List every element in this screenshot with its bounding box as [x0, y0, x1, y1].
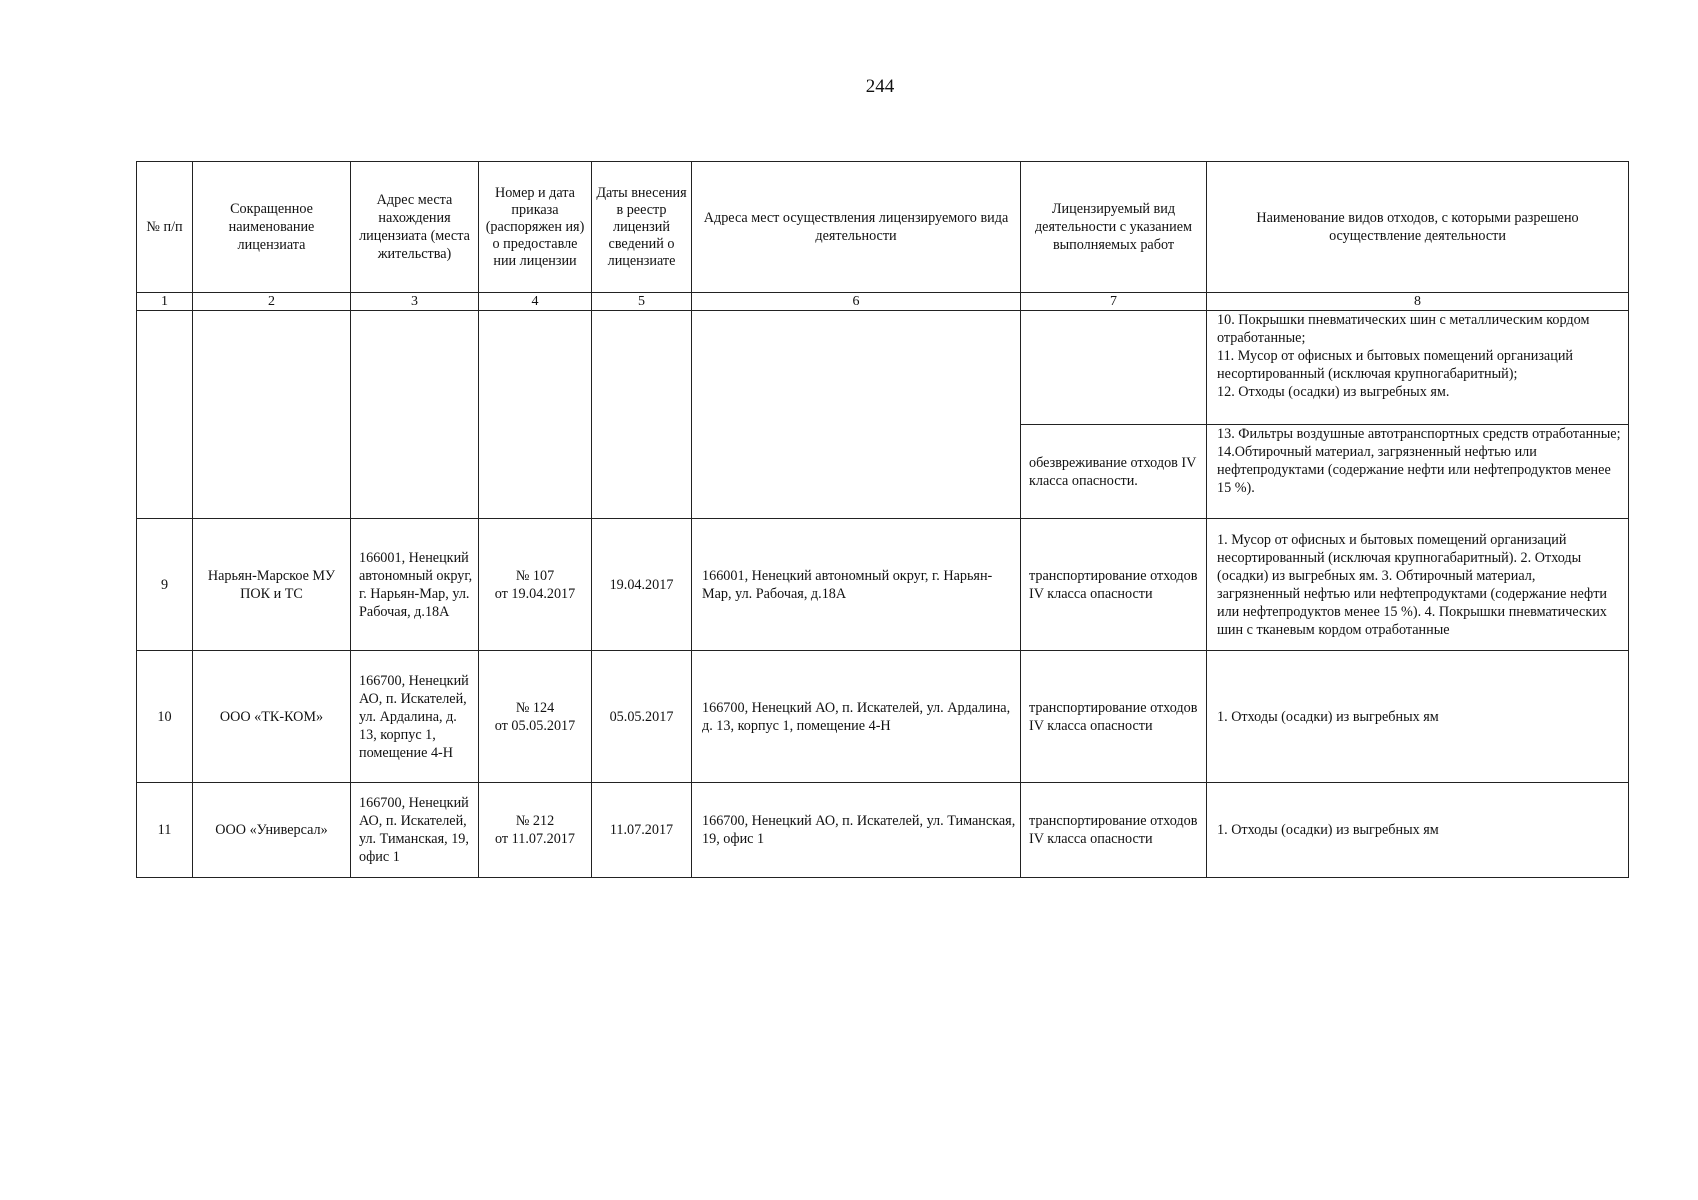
- licensee-name: ООО «ТК-КОМ»: [193, 651, 351, 783]
- empty-cell: [692, 311, 1021, 519]
- waste-list-continued: 10. Покрышки пневматических шин с металлическим кордом отработанные; 11. Мусор от офисных и бытовых помещений организаций несортированный (исключая крупногабаритный); 12. Отходы (осадки) из выгребных ям.: [1207, 311, 1629, 425]
- row-number: 10: [137, 651, 193, 783]
- header-licensee-address: Адрес места нахождения лицензиата (места жительства): [351, 162, 479, 293]
- activity-type: транспортирование отходов IV класса опасности: [1021, 519, 1207, 651]
- table-row: [137, 519, 1629, 651]
- header-activity-locations: Адреса мест осуществления лицензируемого вида деятельности: [692, 162, 1021, 293]
- order-number: № 212: [515, 813, 555, 829]
- empty-cell: [1021, 311, 1207, 425]
- column-number-row: [137, 293, 1629, 311]
- activity-neutralization: обезвреживание отходов IV класса опасности.: [1021, 425, 1207, 519]
- empty-cell: [193, 311, 351, 519]
- activity-type: транспортирование отходов IV класса опасности: [1021, 783, 1207, 878]
- column-number: 3: [351, 293, 479, 311]
- row-number: 11: [137, 783, 193, 878]
- table-row: [137, 783, 1629, 878]
- column-number: 8: [1207, 293, 1629, 311]
- empty-cell: [351, 311, 479, 519]
- order-date: от 11.07.2017: [495, 831, 575, 847]
- empty-cell: [592, 311, 692, 519]
- waste-types: 1. Отходы (осадки) из выгребных ям: [1207, 783, 1629, 878]
- licensee-address: 166700, Ненецкий АО, п. Искателей, ул. Ардалина, д. 13, корпус 1, помещение 4-Н: [351, 651, 479, 783]
- column-number: 4: [479, 293, 592, 311]
- order-cell: [479, 519, 592, 651]
- activity-locations: 166700, Ненецкий АО, п. Искателей, ул. Ардалина, д. 13, корпус 1, помещение 4-Н: [692, 651, 1021, 783]
- registry-date: 05.05.2017: [592, 651, 692, 783]
- continuation-row: [137, 311, 1629, 425]
- order-number: № 107: [515, 567, 555, 584]
- waste-types: 1. Отходы (осадки) из выгребных ям: [1207, 651, 1629, 783]
- activity-type: транспортирование отходов IV класса опасности: [1021, 651, 1207, 783]
- header-waste-types: Наименование видов отходов, с которыми разрешено осуществление деятельности: [1207, 162, 1629, 293]
- column-number: 1: [137, 293, 193, 311]
- header-order: Номер и дата приказа (распоряжен ия) о предоставле нии лицензии: [479, 162, 592, 293]
- registry-date: 11.07.2017: [592, 783, 692, 878]
- activity-locations: 166001, Ненецкий автономный округ, г. Нарьян-Мар, ул. Рабочая, д.18А: [692, 519, 1021, 651]
- waste-types: 1. Мусор от офисных и бытовых помещений организаций несортированный (исключая крупногабаритный). 2. Отходы (осадки) из выгребных ям. 3. Обтирочный материал, загрязненный нефтью или нефтепродуктами (содержание нефти или нефтепродуктов менее 15 %). 4. Покрышки пневматических шин с тканевым кордом отработанные: [1207, 519, 1629, 651]
- licensee-name: ООО «Универсал»: [193, 783, 351, 878]
- column-number: 2: [193, 293, 351, 311]
- header-number: № п/п: [137, 162, 193, 293]
- waste-list-neutralization: 13. Фильтры воздушные автотранспортных средств отработанные; 14.Обтирочный материал, загрязненный нефтью или нефтепродуктами (содержание нефти или нефтепродуктов менее 15 %).: [1207, 425, 1629, 519]
- registry-date: 19.04.2017: [592, 519, 692, 651]
- page-number: 244: [865, 76, 895, 97]
- column-number: 7: [1021, 293, 1207, 311]
- license-register-table: [136, 161, 1629, 878]
- row-number: 9: [137, 519, 193, 651]
- header-licensee-name: Сокращенное наименование лицензиата: [193, 162, 351, 293]
- header-registry-date: Даты внесения в реестр лицензий сведений о лицензиате: [592, 162, 692, 293]
- licensee-address: 166700, Ненецкий АО, п. Искателей, ул. Тиманская, 19, офис 1: [351, 783, 479, 878]
- order-date: от 05.05.2017: [494, 717, 576, 734]
- column-number: 5: [592, 293, 692, 311]
- column-number: 6: [692, 293, 1021, 311]
- order-cell: [479, 651, 592, 783]
- empty-cell: [137, 311, 193, 519]
- order-number: № 124: [515, 699, 555, 716]
- header-row: [137, 162, 1629, 293]
- activity-locations: 166700, Ненецкий АО, п. Искателей, ул. Тиманская, 19, офис 1: [692, 783, 1021, 878]
- order-date: от 19.04.2017: [494, 585, 576, 602]
- header-activity-type: Лицензируемый вид деятельности с указанием выполняемых работ: [1021, 162, 1207, 293]
- empty-cell: [479, 311, 592, 519]
- order-cell: [479, 783, 592, 878]
- licensee-name: Нарьян-Марское МУ ПОК и ТС: [193, 519, 351, 651]
- table-row: [137, 651, 1629, 783]
- licensee-address: 166001, Ненецкий автономный округ, г. Нарьян-Мар, ул. Рабочая, д.18А: [351, 519, 479, 651]
